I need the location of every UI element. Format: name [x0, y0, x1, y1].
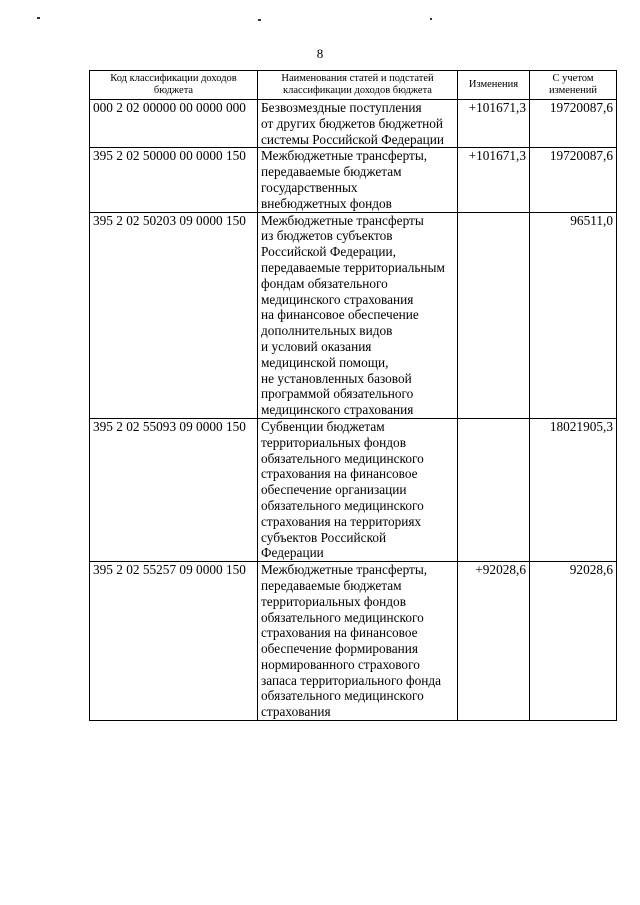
cell-total: 19720087,6 — [530, 100, 617, 148]
header-total: С учетом изменений — [530, 71, 617, 100]
header-change: Изменения — [458, 71, 530, 100]
header-code: Код классификации доходов бюджета — [90, 71, 258, 100]
cell-change: +101671,3 — [458, 100, 530, 148]
header-name: Наименования статей и подстатей классификации доходов бюджета — [258, 71, 458, 100]
cell-name: Безвозмездные поступления от других бюджетов бюджетной системы Российской Федерации — [258, 100, 458, 148]
cell-total: 19720087,6 — [530, 148, 617, 212]
cell-change: +101671,3 — [458, 148, 530, 212]
page-number: 8 — [316, 46, 324, 61]
table-row — [90, 100, 617, 148]
cell-total: 92028,6 — [530, 562, 617, 721]
cell-code: 395 2 02 55093 09 0000 150 — [90, 418, 258, 561]
cell-change: +92028,6 — [458, 562, 530, 721]
cell-name: Субвенции бюджетам территориальных фондов обязательного медицинского страхования на финансовое обеспечение организации обязательного медицинского страхования на территориях субъектов Российской Федерации — [258, 418, 458, 561]
cell-change — [458, 418, 530, 561]
cell-code: 395 2 02 50203 09 0000 150 — [90, 212, 258, 418]
table-row — [90, 562, 617, 721]
budget-revenue-table — [89, 70, 617, 721]
cell-code: 000 2 02 00000 00 0000 000 — [90, 100, 258, 148]
cell-name: Межбюджетные трансферты из бюджетов субъектов Российской Федерации, передаваемые территориальным фондам обязательного медицинского страхования на финансовое обеспечение дополнительных видов и условий оказания медицинской помощи, не установленных базовой программой обязательного медицинского страхования — [258, 212, 458, 418]
cell-name: Межбюджетные трансферты, передаваемые бюджетам государственных внебюджетных фондов — [258, 148, 458, 212]
scan-speck — [430, 18, 432, 20]
cell-code: 395 2 02 50000 00 0000 150 — [90, 148, 258, 212]
cell-change — [458, 212, 530, 418]
cell-code: 395 2 02 55257 09 0000 150 — [90, 562, 258, 721]
cell-total: 96511,0 — [530, 212, 617, 418]
table-header-row — [90, 71, 617, 100]
cell-name: Межбюджетные трансферты, передаваемые бюджетам территориальных фондов обязательного медицинского страхования на финансовое обеспечение формирования нормированного страхового запаса территориального фонда обязательного медицинского страхования — [258, 562, 458, 721]
scan-speck — [37, 17, 40, 19]
table-row — [90, 148, 617, 212]
table-row — [90, 212, 617, 418]
scan-speck — [258, 19, 261, 21]
cell-total: 18021905,3 — [530, 418, 617, 561]
table-row — [90, 418, 617, 561]
